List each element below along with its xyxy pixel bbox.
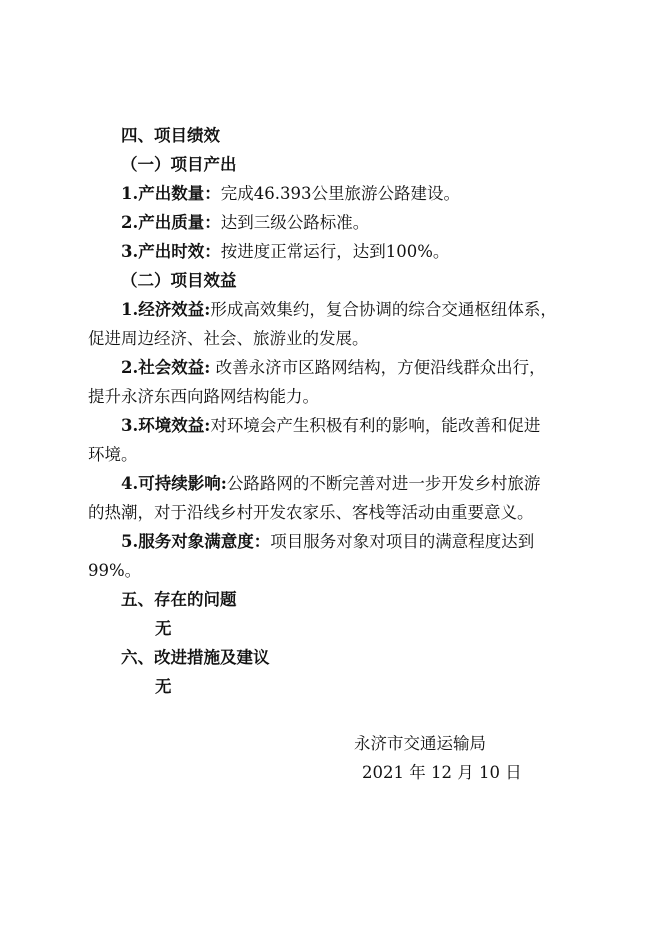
social-label: 2.社会效益:	[121, 358, 211, 377]
output-heading: （一）项目产出	[121, 155, 237, 174]
sustainable-label: 4.可持续影响:	[121, 474, 227, 493]
output-quality-line	[121, 212, 369, 234]
economic-text-2: 促进周边经济、社会、旅游业的发展。	[88, 329, 369, 348]
social-text-1: 改善永济市区路网结构，方便沿线群众出行，	[210, 358, 546, 377]
signature-date: 2021 年 12 月 10 日	[362, 763, 522, 782]
environment-label: 3.环境效益:	[121, 416, 211, 435]
output-quality-label: 2.产出质量：	[121, 213, 221, 232]
social-line-1	[121, 357, 546, 379]
section-4-title: 四、项目绩效	[121, 126, 220, 145]
output-timeliness-line	[121, 241, 449, 263]
section-6-body: 无	[155, 677, 172, 696]
sustainable-text-2: 的热潮，对于沿线乡村开发农家乐、客栈等活动由重要意义。	[88, 503, 534, 522]
output-quality-text: 达到三级公路标准。	[220, 213, 370, 232]
sustainable-line-1	[121, 473, 540, 495]
output-timeliness-label: 3.产出时效：	[121, 242, 221, 261]
economic-line-1	[121, 299, 557, 321]
environment-text-2: 环境。	[88, 445, 138, 464]
social-text-2: 提升永济东西向路网结构能力。	[88, 387, 319, 406]
satisfaction-line-1	[121, 531, 534, 553]
benefit-heading: （二）项目效益	[121, 271, 237, 290]
section-5-title: 五、存在的问题	[121, 590, 237, 609]
section-5-body: 无	[155, 619, 172, 638]
output-quantity-text: 完成46.393公里旅游公路建设。	[220, 184, 460, 203]
satisfaction-label: 5.服务对象满意度：	[121, 532, 271, 551]
satisfaction-text-2: 99%。	[88, 561, 142, 580]
signature-org: 永济市交通运输局	[354, 734, 486, 753]
environment-text-1: 对环境会产生积极有利的影响，能改善和促进	[210, 416, 541, 435]
output-timeliness-text: 按进度正常运行，达到100%。	[220, 242, 450, 261]
satisfaction-text-1: 项目服务对象对项目的满意程度达到	[270, 532, 535, 551]
section-6-title: 六、改进措施及建议	[121, 648, 270, 667]
sustainable-text-1: 公路路网的不断完善对进一步开发乡村旅游	[226, 474, 541, 493]
economic-text-1: 形成高效集约，复合协调的综合交通枢纽体系，	[210, 300, 557, 319]
environment-line-1	[121, 415, 540, 437]
output-quantity-label: 1.产出数量：	[121, 184, 221, 203]
output-quantity-line	[121, 183, 460, 205]
economic-label: 1.经济效益:	[121, 300, 211, 319]
